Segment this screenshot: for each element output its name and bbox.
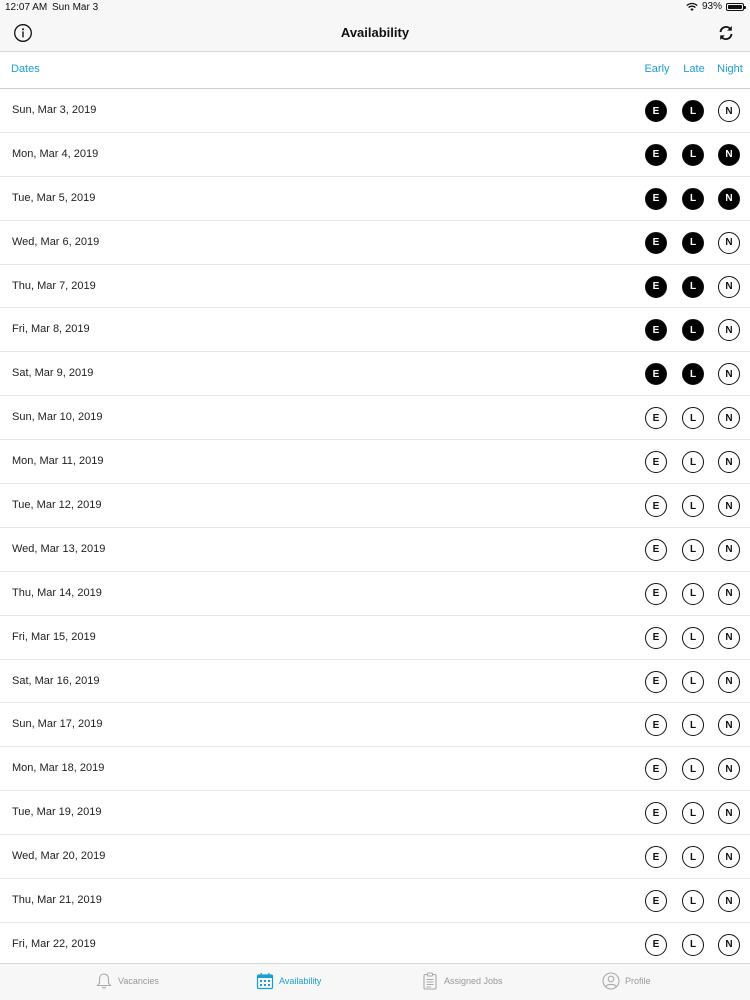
- tab-availability-label: Availability: [279, 976, 322, 986]
- availability-row: [0, 484, 750, 528]
- late-toggle[interactable]: L: [682, 802, 704, 824]
- availability-row: [0, 923, 750, 967]
- row-date: Sun, Mar 10, 2019: [12, 411, 103, 424]
- night-toggle[interactable]: N: [718, 319, 740, 341]
- tab-vacancies[interactable]: [95, 972, 159, 990]
- night-toggle[interactable]: N: [718, 495, 740, 517]
- night-toggle[interactable]: N: [718, 276, 740, 298]
- night-toggle[interactable]: N: [718, 714, 740, 736]
- availability-list: [0, 89, 750, 967]
- late-toggle[interactable]: L: [682, 846, 704, 868]
- late-toggle[interactable]: L: [682, 100, 704, 122]
- early-header: Early: [644, 63, 670, 75]
- availability-row: [0, 791, 750, 835]
- row-date: Fri, Mar 8, 2019: [12, 323, 90, 336]
- early-toggle[interactable]: E: [645, 407, 667, 429]
- status-bar: [0, 0, 750, 15]
- early-toggle[interactable]: E: [645, 188, 667, 210]
- early-toggle[interactable]: E: [645, 319, 667, 341]
- availability-row: [0, 265, 750, 309]
- clipboard-icon: [421, 972, 439, 990]
- late-toggle[interactable]: L: [682, 319, 704, 341]
- row-date: Fri, Mar 15, 2019: [12, 630, 96, 643]
- row-date: Thu, Mar 21, 2019: [12, 894, 102, 907]
- late-toggle[interactable]: L: [682, 671, 704, 693]
- early-toggle[interactable]: E: [645, 583, 667, 605]
- night-toggle[interactable]: N: [718, 100, 740, 122]
- refresh-icon[interactable]: [716, 23, 736, 43]
- late-toggle[interactable]: L: [682, 714, 704, 736]
- early-toggle[interactable]: E: [645, 276, 667, 298]
- battery-percent: 93%: [701, 1, 722, 12]
- tab-profile[interactable]: [602, 972, 651, 990]
- early-toggle[interactable]: E: [645, 363, 667, 385]
- late-toggle[interactable]: L: [682, 495, 704, 517]
- late-toggle[interactable]: L: [682, 539, 704, 561]
- availability-row: [0, 616, 750, 660]
- late-toggle[interactable]: L: [682, 407, 704, 429]
- late-toggle[interactable]: L: [682, 934, 704, 956]
- night-toggle[interactable]: N: [718, 802, 740, 824]
- row-date: Sun, Mar 17, 2019: [12, 718, 103, 731]
- late-header: Late: [683, 63, 705, 75]
- row-date: Mon, Mar 4, 2019: [12, 147, 99, 160]
- availability-row: [0, 747, 750, 791]
- early-toggle[interactable]: E: [645, 627, 667, 649]
- row-date: Thu, Mar 7, 2019: [12, 279, 96, 292]
- row-date: Fri, Mar 22, 2019: [12, 937, 96, 950]
- night-toggle[interactable]: N: [718, 671, 740, 693]
- bell-icon: [95, 972, 113, 990]
- early-toggle[interactable]: E: [645, 100, 667, 122]
- calendar-icon: [256, 972, 274, 990]
- row-date: Wed, Mar 13, 2019: [12, 542, 106, 555]
- late-toggle[interactable]: L: [682, 451, 704, 473]
- row-date: Tue, Mar 5, 2019: [12, 191, 96, 204]
- availability-row: [0, 221, 750, 265]
- early-toggle[interactable]: E: [645, 846, 667, 868]
- row-date: Thu, Mar 14, 2019: [12, 586, 102, 599]
- early-toggle[interactable]: E: [645, 495, 667, 517]
- availability-row: [0, 89, 750, 133]
- availability-row: [0, 879, 750, 923]
- late-toggle[interactable]: L: [682, 363, 704, 385]
- row-date: Mon, Mar 11, 2019: [12, 455, 104, 468]
- status-right: [686, 1, 744, 12]
- tab-profile-label: Profile: [625, 976, 651, 986]
- night-toggle[interactable]: N: [718, 539, 740, 561]
- early-toggle[interactable]: E: [645, 671, 667, 693]
- early-toggle[interactable]: E: [645, 714, 667, 736]
- availability-row: [0, 572, 750, 616]
- late-toggle[interactable]: L: [682, 188, 704, 210]
- row-date: Tue, Mar 19, 2019: [12, 806, 102, 819]
- row-date: Wed, Mar 20, 2019: [12, 850, 106, 863]
- availability-row: [0, 835, 750, 879]
- availability-row: [0, 703, 750, 747]
- late-toggle[interactable]: L: [682, 890, 704, 912]
- column-header-row: [0, 52, 750, 89]
- late-toggle[interactable]: L: [682, 276, 704, 298]
- dates-header: Dates: [11, 63, 40, 75]
- late-toggle[interactable]: L: [682, 627, 704, 649]
- row-date: Sun, Mar 3, 2019: [12, 104, 97, 116]
- row-date: Sat, Mar 16, 2019: [12, 674, 100, 687]
- early-toggle[interactable]: E: [645, 802, 667, 824]
- battery-icon: [726, 3, 744, 11]
- nav-bar: [0, 15, 750, 52]
- night-toggle[interactable]: N: [718, 144, 740, 166]
- late-toggle[interactable]: L: [682, 144, 704, 166]
- early-toggle[interactable]: E: [645, 934, 667, 956]
- night-toggle[interactable]: N: [718, 583, 740, 605]
- wifi-icon: [686, 2, 698, 12]
- availability-row: [0, 396, 750, 440]
- late-toggle[interactable]: L: [682, 583, 704, 605]
- night-toggle[interactable]: N: [718, 846, 740, 868]
- tab-assigned-jobs[interactable]: [421, 972, 503, 990]
- availability-row: [0, 133, 750, 177]
- night-toggle[interactable]: N: [718, 451, 740, 473]
- night-toggle[interactable]: N: [718, 890, 740, 912]
- tab-bar: [0, 963, 750, 1000]
- night-header: Night: [717, 63, 743, 75]
- status-time: 12:07 AM: [5, 2, 48, 13]
- night-toggle[interactable]: N: [718, 627, 740, 649]
- early-toggle[interactable]: E: [645, 451, 667, 473]
- early-toggle[interactable]: E: [645, 232, 667, 254]
- early-toggle[interactable]: E: [645, 539, 667, 561]
- early-toggle[interactable]: E: [645, 144, 667, 166]
- night-toggle[interactable]: N: [718, 758, 740, 780]
- status-date: Sun Mar 3: [52, 2, 99, 13]
- row-date: Tue, Mar 12, 2019: [12, 499, 102, 512]
- night-toggle[interactable]: N: [718, 407, 740, 429]
- row-date: Mon, Mar 18, 2019: [12, 762, 105, 775]
- availability-row: [0, 528, 750, 572]
- row-date: Wed, Mar 6, 2019: [12, 235, 100, 248]
- tab-vacancies-label: Vacancies: [118, 976, 159, 986]
- early-toggle[interactable]: E: [645, 758, 667, 780]
- availability-row: [0, 177, 750, 221]
- tab-availability[interactable]: [256, 972, 321, 990]
- availability-row: [0, 660, 750, 704]
- person-icon: [602, 972, 620, 990]
- tab-assigned-jobs-label: Assigned Jobs: [444, 976, 503, 986]
- row-date: Sat, Mar 9, 2019: [12, 367, 94, 380]
- night-toggle[interactable]: N: [718, 363, 740, 385]
- late-toggle[interactable]: L: [682, 232, 704, 254]
- night-toggle[interactable]: N: [718, 188, 740, 210]
- availability-row: [0, 352, 750, 396]
- availability-row: [0, 440, 750, 484]
- late-toggle[interactable]: L: [682, 758, 704, 780]
- night-toggle[interactable]: N: [718, 934, 740, 956]
- night-toggle[interactable]: N: [718, 232, 740, 254]
- availability-row: [0, 308, 750, 352]
- page-title: Availability: [340, 25, 410, 40]
- early-toggle[interactable]: E: [645, 890, 667, 912]
